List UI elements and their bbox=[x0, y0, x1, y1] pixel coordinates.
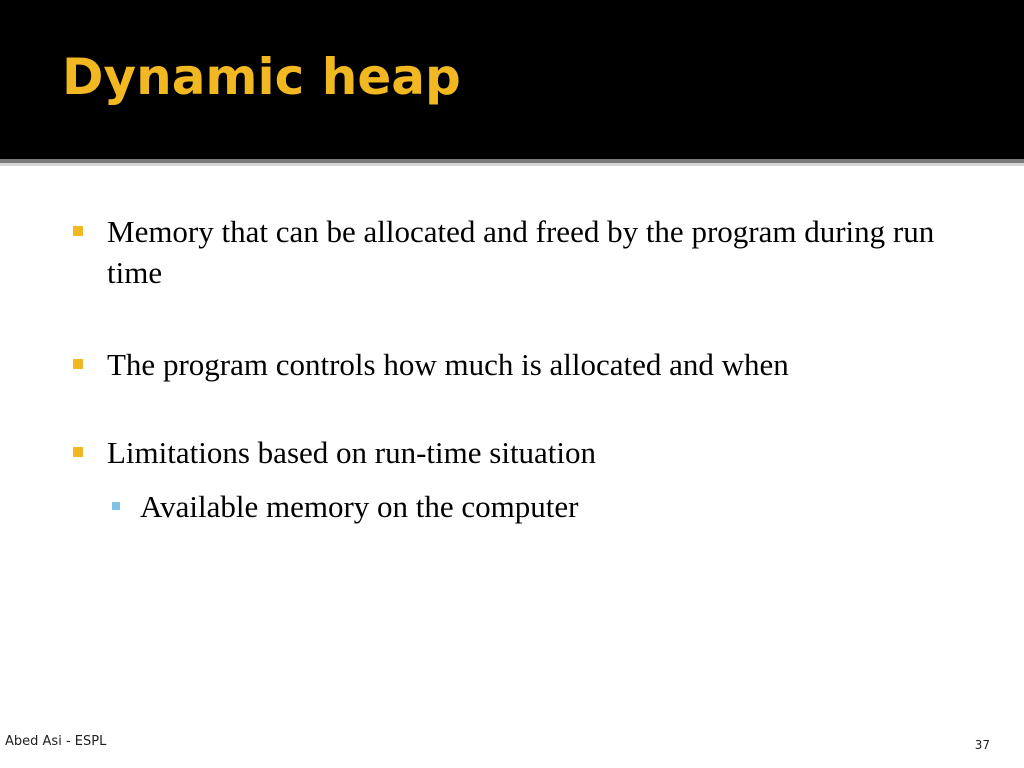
bullet-item bbox=[107, 433, 967, 474]
square-bullet-icon bbox=[73, 359, 83, 369]
square-sub-bullet-icon bbox=[112, 502, 120, 510]
footer-author: Abed Asi - ESPL bbox=[5, 734, 107, 749]
bullet-text: The program controls how much is allocated and when bbox=[107, 347, 789, 382]
bullet-item bbox=[107, 345, 967, 386]
square-bullet-icon bbox=[73, 226, 83, 236]
bullet-text: Memory that can be allocated and freed by the program during run time bbox=[107, 214, 935, 290]
slide-title: Dynamic heap bbox=[62, 48, 461, 106]
square-bullet-icon bbox=[73, 447, 83, 457]
slide-number: 37 bbox=[974, 738, 990, 752]
bullet-item bbox=[107, 212, 967, 294]
sub-bullet-item bbox=[140, 487, 960, 528]
bullet-text: Limitations based on run-time situation bbox=[107, 435, 597, 470]
sub-bullet-text: Available memory on the computer bbox=[140, 489, 579, 524]
